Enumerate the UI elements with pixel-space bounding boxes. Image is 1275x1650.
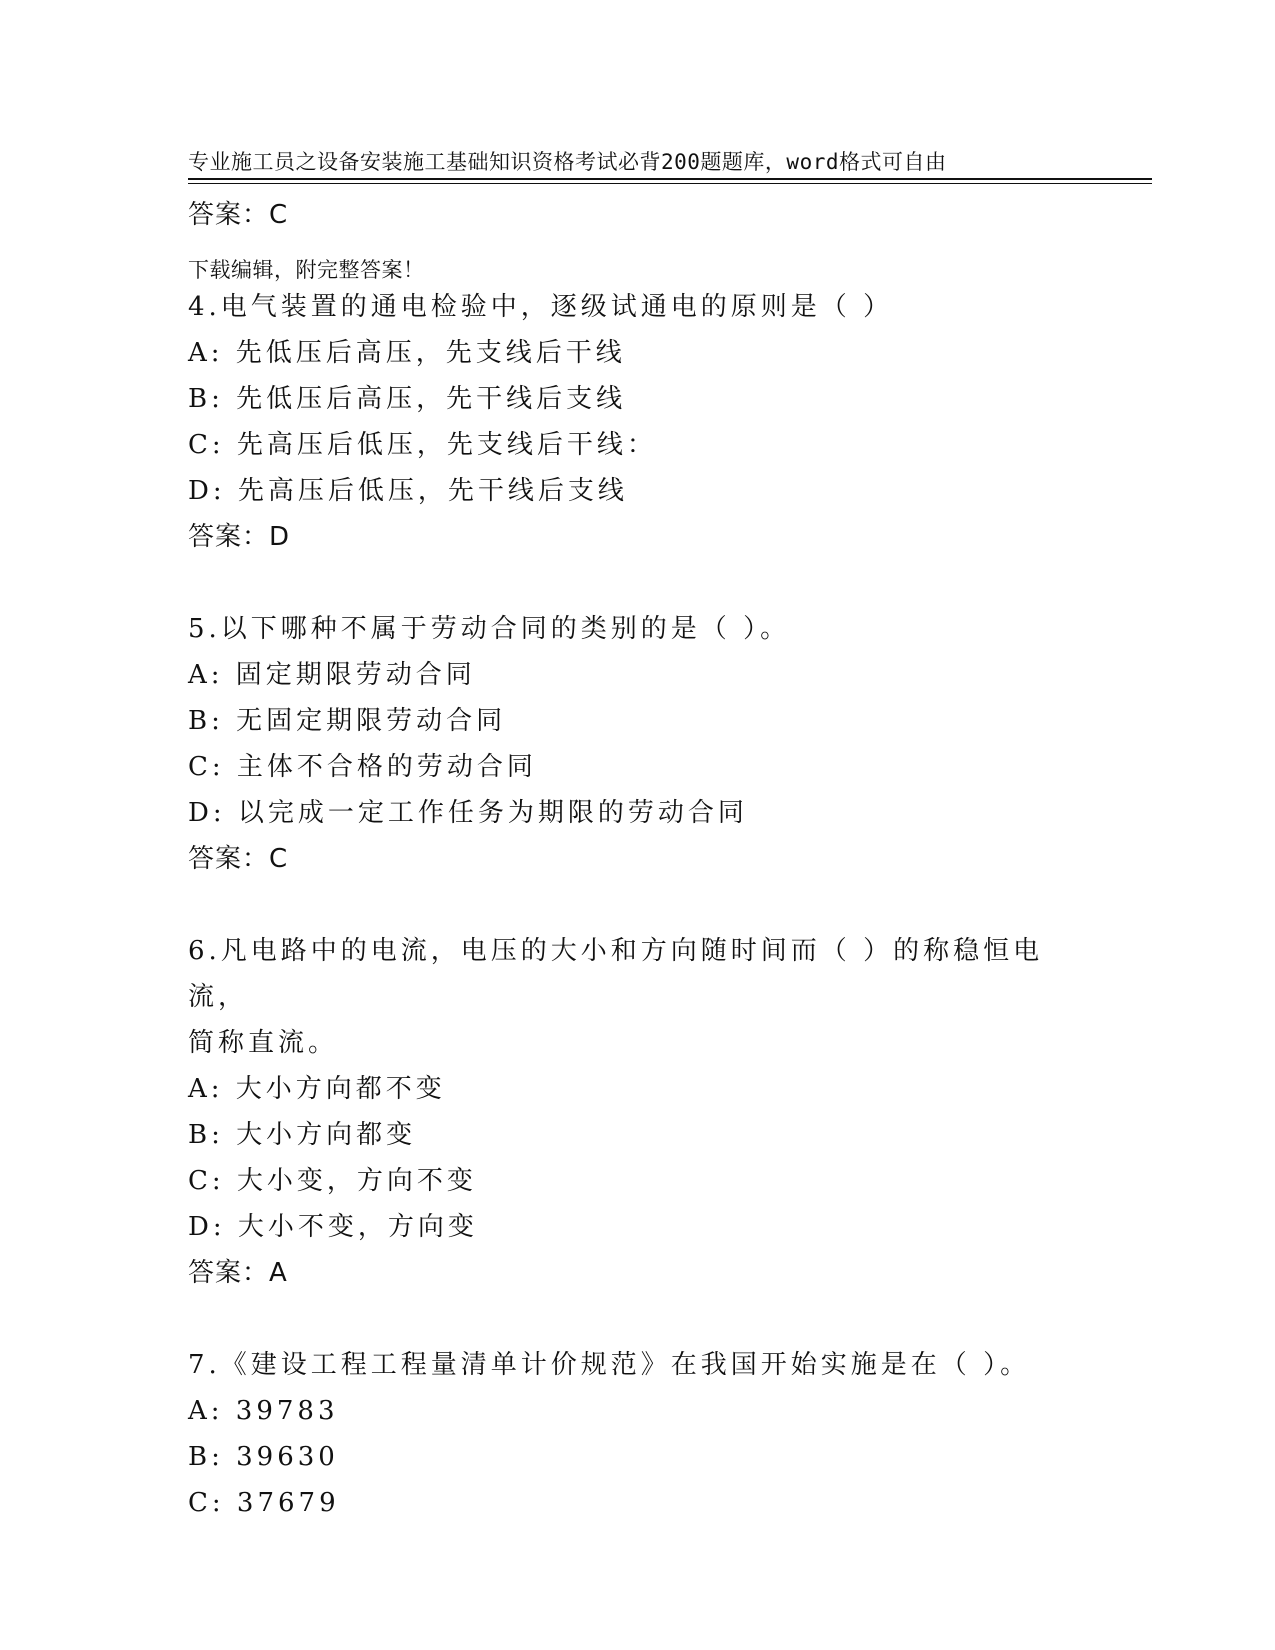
option-c: C: 大小变，方向不变	[188, 1166, 477, 1196]
option-a: A: 39783	[188, 1396, 339, 1426]
header-divider-thin	[188, 183, 1152, 184]
option-b: B: 39630	[188, 1442, 339, 1472]
option-a: A: 先低压后高压，先支线后干线	[188, 338, 626, 368]
option-d: D: 大小不变，方向变	[188, 1212, 478, 1242]
question-text-line-1: 6.凡电路中的电流，电压的大小和方向随时间而（ ）的称稳恒电流，	[188, 936, 1044, 1012]
question-block-6	[188, 928, 1088, 1296]
option-c: C: 37679	[188, 1488, 340, 1518]
answer: 答案：C	[188, 844, 289, 874]
option-c: C: 主体不合格的劳动合同	[188, 752, 537, 782]
option-b: B: 先低压后高压，先干线后支线	[188, 384, 627, 414]
option-d: D: 先高压后低压，先干线后支线	[188, 476, 628, 506]
header-line-2: 下载编辑，附完整答案！	[188, 258, 425, 282]
header-line-1: 专业施工员之设备安装施工基础知识资格考试必背200题题库，word格式可自由	[188, 150, 947, 174]
previous-answer: 答案：C	[188, 200, 289, 230]
option-d: D: 以完成一定工作任务为期限的劳动合同	[188, 798, 748, 828]
option-a: A: 固定期限劳动合同	[188, 660, 476, 690]
question-text: 5.以下哪种不属于劳动合同的类别的是（ ）。	[188, 614, 791, 644]
question-block-4	[188, 284, 1088, 560]
question-list	[188, 192, 1088, 1526]
question-text-line-2: 简称直流。	[188, 1028, 339, 1058]
option-b: B: 无固定期限劳动合同	[188, 706, 507, 736]
answer: 答案：A	[188, 1258, 288, 1288]
question-text: 7.《建设工程工程量清单计价规范》在我国开始实施是在（ ）。	[188, 1350, 1031, 1380]
option-c: C: 先高压后低压，先支线后干线：	[188, 430, 657, 460]
question-block-7	[188, 1342, 1088, 1526]
question-block-5	[188, 606, 1088, 882]
header-divider-thick	[188, 178, 1152, 180]
option-a: A: 大小方向都不变	[188, 1074, 446, 1104]
option-b: B: 大小方向都变	[188, 1120, 417, 1150]
question-text: 4.电气装置的通电检验中，逐级试通电的原则是（ ）	[188, 292, 894, 322]
answer: 答案：D	[188, 522, 291, 552]
